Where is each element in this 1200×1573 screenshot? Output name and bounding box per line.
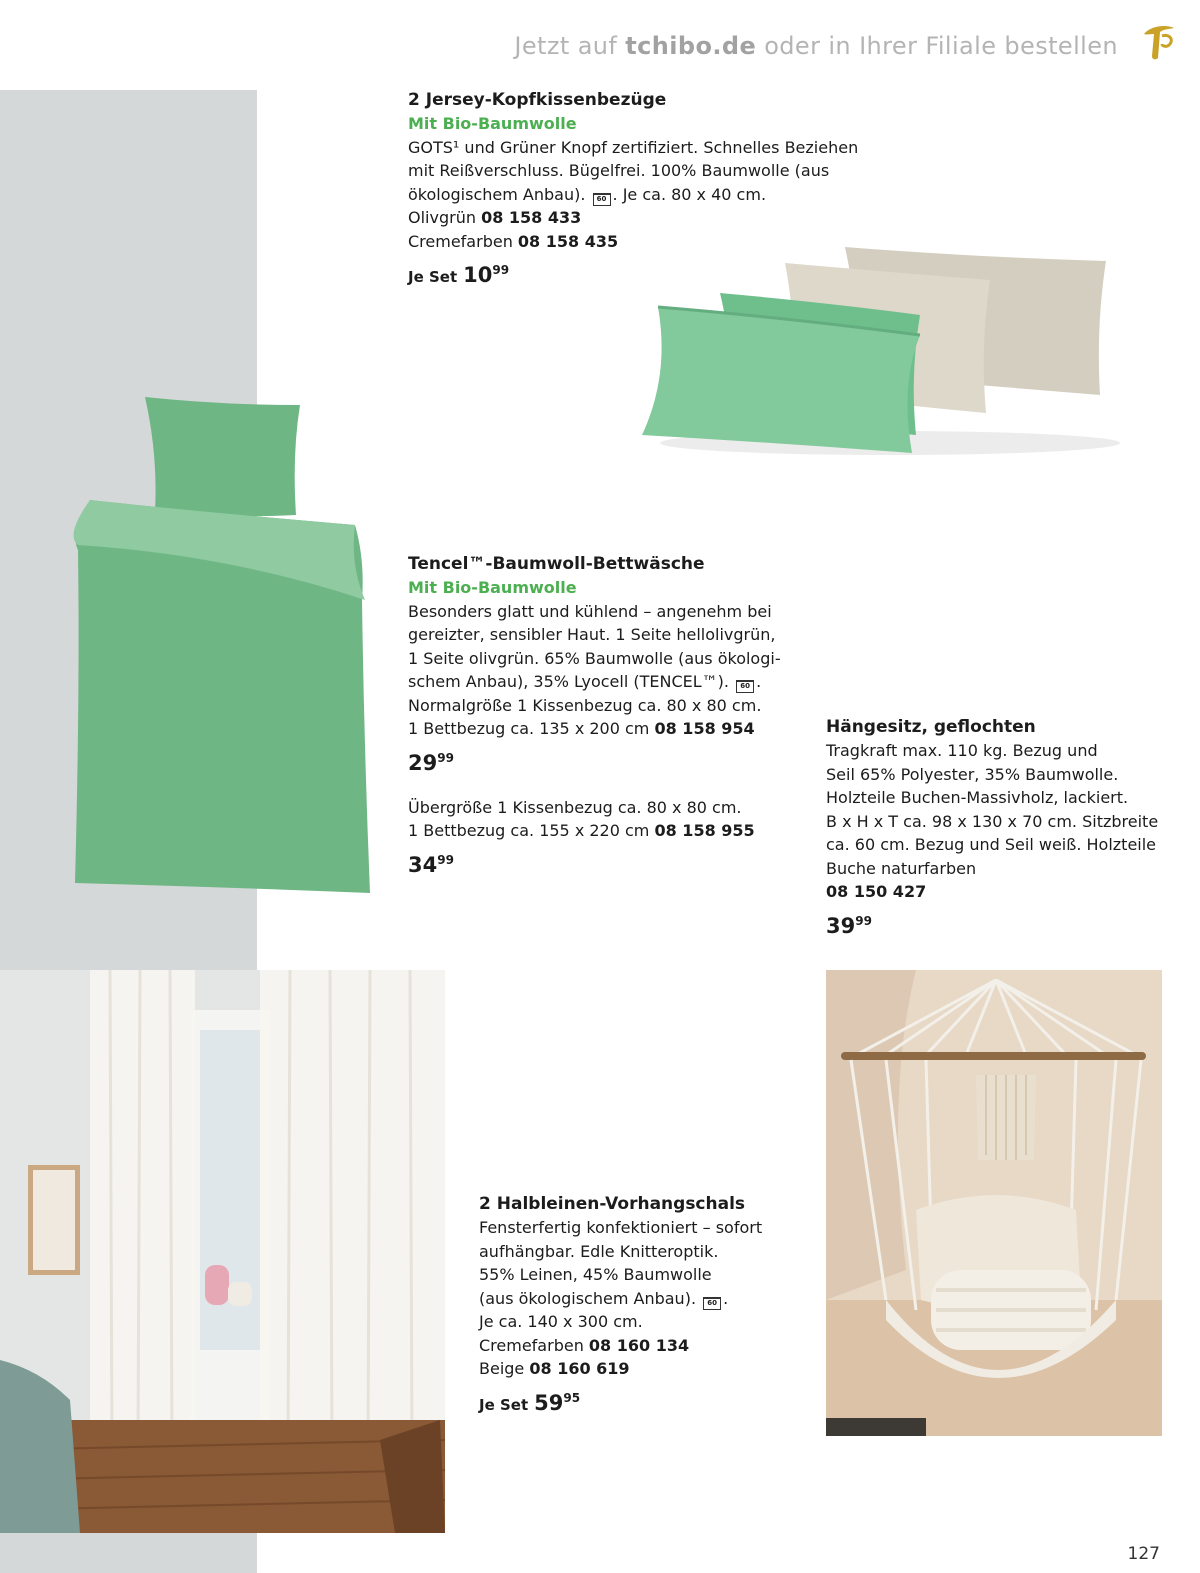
article-number: 08 158 954 [654, 719, 755, 738]
product-desc: GOTS¹ und Grüner Knopf zertifiziert. Schnelles Beziehen [408, 137, 859, 157]
product-size: 1 Bettbezug ca. 155 x 220 cm 08 158 955 [408, 821, 755, 840]
product-price: $29^{99}$ [408, 750, 454, 775]
header-site-link[interactable]: tchibo.de [625, 32, 757, 60]
product-desc: Besonders glatt und kühlend – angenehm bei [408, 601, 772, 621]
wash-40-icon: 60 [703, 1297, 721, 1310]
product-desc: Holzteile Buchen-Massivholz, lackiert. [826, 788, 1129, 807]
product-variant: Cremefarben 08 160 134 [479, 1335, 690, 1355]
product-desc: Tragkraft max. 110 kg. Bezug und [826, 741, 1098, 760]
product-desc: (aus ökologischem Anbau). 60 . [479, 1288, 729, 1308]
product-size: Übergröße 1 Kissenbezug ca. 80 x 80 cm. [408, 797, 742, 817]
product-price: $34^{99}$ [408, 852, 454, 877]
product-subtitle: Mit Bio-Baumwolle [408, 578, 577, 597]
product-desc: Fensterfertig konfektioniert – sofort [479, 1218, 763, 1237]
product-hanging-chair [826, 715, 1166, 941]
product-desc: Buche naturfarben [826, 858, 977, 878]
product-variant: Cremefarben 08 158 435 [408, 231, 619, 251]
product-variant: Beige 08 160 619 [479, 1359, 630, 1378]
page-header [514, 32, 1118, 60]
product-desc: Je ca. 140 x 300 cm. [479, 1312, 643, 1331]
product-desc: 1 Seite olivgrün. 65% Baumwolle (aus ökologi- [408, 648, 781, 668]
product-price: $39^{99}$ [826, 913, 872, 938]
product-size: 1 Bettbezug ca. 135 x 200 cm 08 158 954 [408, 719, 755, 738]
article-number: 08 158 433 [481, 208, 582, 227]
product-title: Hängesitz, geflochten [826, 717, 1036, 737]
page-number: 127 [1127, 1544, 1160, 1564]
product-desc: schem Anbau), 35% Lyocell (TENCEL™). 60 . [408, 672, 762, 691]
product-price: Je Set $59^{95}$ [479, 1390, 581, 1415]
product-subtitle: Mit Bio-Baumwolle [408, 114, 577, 133]
hanging-chair-photo [826, 970, 1162, 1436]
product-title: 2 Jersey-Kopfkissenbezüge [408, 90, 667, 110]
product-variant: Olivgrün 08 158 433 [408, 208, 582, 227]
product-title: 2 Halbleinen-Vorhangschals [479, 1194, 746, 1214]
product-desc: mit Reißverschluss. Bügelfrei. 100% Baumwolle (aus [408, 161, 830, 180]
bedding-photo [60, 395, 380, 895]
product-desc: aufhängbar. Edle Knitteroptik. [479, 1241, 719, 1261]
article-number: 08 160 619 [529, 1359, 630, 1378]
product-desc: 55% Leinen, 45% Baumwolle [479, 1265, 712, 1284]
product-desc: B x H x T ca. 98 x 130 x 70 cm. Sitzbreite [826, 811, 1159, 831]
article-number: 08 158 955 [654, 821, 755, 840]
product-desc: gereizter, sensibler Haut. 1 Seite hellolivgrün, [408, 625, 776, 644]
product-title: Tencel™-Baumwoll-Bettwäsche [408, 554, 705, 574]
product-desc: Seil 65% Polyester, 35% Baumwolle. [826, 764, 1119, 784]
product-curtains [479, 1192, 809, 1420]
product-size: Normalgröße 1 Kissenbezug ca. 80 x 80 cm. [408, 695, 762, 715]
curtains-photo [0, 970, 445, 1533]
header-suffix: oder in Ihrer Filiale bestellen [764, 32, 1118, 60]
article-number: 08 160 134 [588, 1335, 690, 1355]
pillows-photo [630, 235, 1120, 485]
article-number: 08 150 427 [826, 882, 927, 901]
product-price: Je Set $10^{99}$ [408, 263, 510, 287]
wash-60-icon: 60 [593, 193, 611, 206]
tchibo-logo-icon [1136, 20, 1180, 64]
header-prefix: Jetzt auf [514, 32, 618, 60]
product-desc: ökologischem Anbau). 60 . Je ca. 80 x 40 cm. [408, 184, 767, 204]
wash-60-icon: 60 [736, 680, 754, 693]
product-desc: ca. 60 cm. Bezug und Seil weiß. Holzteile [826, 835, 1157, 854]
article-number: 08 158 435 [517, 231, 619, 251]
product-bedding [408, 552, 808, 880]
